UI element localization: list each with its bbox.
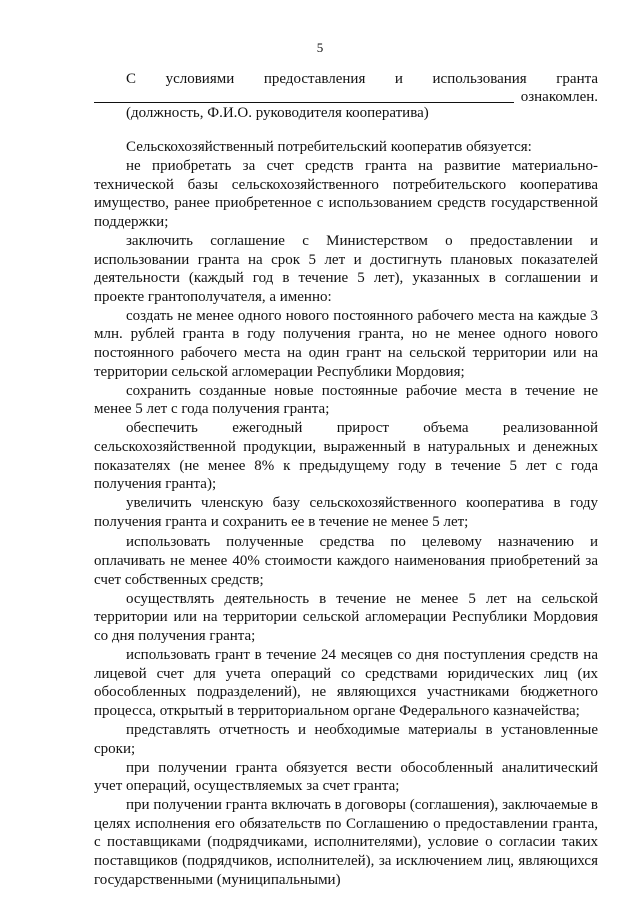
obligation-item: заключить соглашение с Министерством о предоставлении и использовании гранта на срок 5 лет и достигнуть плановых показателей деятельности (каждый год в течение 5 лет), указанных в соглашении и проекте грантополучателя, а именно:: [94, 232, 598, 305]
obligation-item: использовать грант в течение 24 месяцев со дня поступления средств на лицевой счет для учета операций со средствами юридических лиц (их обособленных подразделений), не являющихся участниками бюджетного процесса, открытый в территориальном органе Федерального казначейства;: [94, 647, 598, 719]
obligation-item: представлять отчетность и необходимые материалы в установленные сроки;: [94, 721, 598, 757]
signature-caption: (должность, Ф.И.О. руководителя кооператива): [126, 105, 429, 121]
obligations-section: [94, 138, 598, 890]
obligations-intro: Сельскохозяйственный потребительский кооператив обязуется:: [126, 139, 532, 155]
obligation-item: при получении гранта обязуется вести обособленный аналитический учет операций, осуществляемых за счет гранта;: [94, 759, 598, 795]
obligation-item: обеспечить ежегодный прирост объема реализованной сельскохозяйственной продукции, выраженный в натуральных и денежных показателях (не менее 8% к предыдущему году в течение 5 лет с года получения гранта);: [94, 420, 598, 493]
signature-underline: [94, 102, 514, 103]
acknowledgement-line: С условиями предоставления и использования гранта: [126, 71, 598, 87]
obligation-item: осуществлять деятельность в течение не менее 5 лет на сельской территории или на территории сельской агломерации Республики Мордовия со дня получения гранта;: [94, 590, 598, 644]
acknowledged-word: ознакомлен.: [520, 89, 598, 105]
obligation-item: использовать полученные средства по целевому назначению и оплачивать не менее 40% стоимости каждого наименования приобретений за счет собственных средств;: [94, 534, 598, 588]
obligation-item: при получении гранта включать в договоры (соглашения), заключаемые в целях исполнения его обязательств по Соглашению о предоставлении гранта, с поставщиками (подрядчиками, исполнителями), условие о согласии таких поставщиков (подрядчиков, исполнителей), за исключением лиц, являющихся государственными (муниципальными): [94, 797, 598, 888]
obligation-item: не приобретать за счет средств гранта на развитие материально-технической базы сельскохозяйственного потребительского кооператива имущество, ранее приобретенное с использованием средств государственной поддержки;: [94, 158, 598, 230]
page-number: 5: [316, 40, 324, 55]
obligation-item: сохранить созданные новые постоянные рабочие места в течение не менее 5 лет с года получения гранта;: [94, 382, 598, 418]
obligation-item: увеличить членскую базу сельскохозяйственного кооператива в году получения гранта и сохранить ее в течение не менее 5 лет;: [94, 495, 598, 530]
obligation-item: создать не менее одного нового постоянного рабочего места на каждые 3 млн. рублей гранта в году получения гранта, но не менее одного нового постоянного рабочего места на один грант на сельской территории или на территории сельской агломерации Республики Мордовия;: [94, 307, 598, 380]
